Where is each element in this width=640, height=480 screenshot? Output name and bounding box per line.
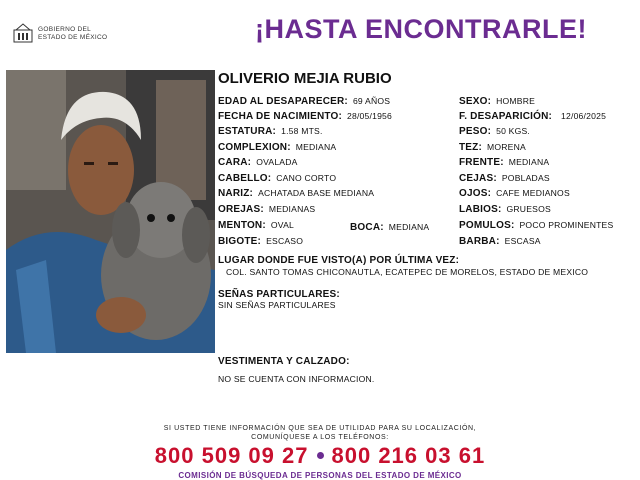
field-label: MENTON: xyxy=(218,220,266,231)
vestimenta-value: NO SE CUENTA CON INFORMACION. xyxy=(218,374,375,384)
field-value: MEDIANA xyxy=(388,222,430,232)
missing-person-photo xyxy=(6,70,215,353)
field-value: MEDIANAS xyxy=(268,204,316,214)
field-value: 28/05/1956 xyxy=(347,111,393,121)
field-value: POBLADAS xyxy=(501,173,550,183)
field-barba xyxy=(459,236,541,247)
field-value: 12/06/2025 xyxy=(561,111,607,121)
field-value: OVAL xyxy=(270,220,294,230)
field-cara xyxy=(218,157,298,168)
field-label: NARIZ: xyxy=(218,188,254,199)
field-edad xyxy=(218,96,390,107)
field-label: BOCA: xyxy=(350,222,384,233)
field-labios xyxy=(459,204,551,215)
phone-numbers xyxy=(0,443,640,469)
field-frente xyxy=(459,157,549,168)
field-label: PESO: xyxy=(459,126,492,137)
field-label: CABELLO: xyxy=(218,173,272,184)
senas-value: SIN SEÑAS PARTICULARES xyxy=(218,300,336,310)
field-value: GRUESOS xyxy=(506,204,551,214)
field-complexion xyxy=(218,142,336,153)
field-value: ESCASO xyxy=(266,236,304,246)
field-label: BARBA: xyxy=(459,236,500,247)
field-value: ESCASA xyxy=(504,236,541,246)
field-value: CAFE MEDIANOS xyxy=(496,188,570,198)
separator-dot-icon xyxy=(317,452,324,459)
field-value: 50 KGS. xyxy=(496,126,531,136)
field-fecha-desaparicion xyxy=(459,111,606,122)
contact-note-line2: COMUNÍQUESE A LOS TELÉFONOS: xyxy=(251,434,389,441)
field-label: SEXO: xyxy=(459,96,492,107)
field-value: 69 AÑOS xyxy=(352,96,391,106)
field-value: MEDIANA xyxy=(295,142,337,152)
field-value: MORENA xyxy=(487,142,526,152)
government-logo xyxy=(12,22,122,44)
field-pomulos xyxy=(459,220,613,231)
field-label: COMPLEXION: xyxy=(218,142,291,153)
lugar-value: COL. SANTO TOMAS CHICONAUTLA, ECATEPEC DE MORELOS, ESTADO DE MEXICO xyxy=(226,267,589,277)
field-label: BIGOTE: xyxy=(218,236,262,247)
phone-number-2[interactable]: 800 216 03 61 xyxy=(331,443,486,468)
field-label: OREJAS: xyxy=(218,204,264,215)
field-menton xyxy=(218,220,294,231)
field-label: CEJAS: xyxy=(459,173,497,184)
field-label: OJOS: xyxy=(459,188,492,199)
lugar-label: LUGAR DONDE FUE VISTO(A) POR ÚLTIMA VEZ: xyxy=(218,255,460,266)
field-value: HOMBRE xyxy=(496,96,536,106)
poster-headline: ¡HASTA ENCONTRARLE! xyxy=(255,14,587,44)
field-cejas xyxy=(459,173,550,184)
field-sexo xyxy=(459,96,535,107)
field-value: OVALADA xyxy=(256,157,298,167)
field-value: MEDIANA xyxy=(508,157,550,167)
state-emblem-icon xyxy=(12,22,34,44)
contact-note-line1: SI USTED TIENE INFORMACIÓN QUE SEA DE UTILIDAD PARA SU LOCALIZACIÓN, xyxy=(163,425,477,432)
senas-label: SEÑAS PARTICULARES: xyxy=(218,289,340,300)
field-value: CANO CORTO xyxy=(276,173,337,183)
field-label: CARA: xyxy=(218,157,252,168)
field-label: LABIOS: xyxy=(459,204,502,215)
field-nariz xyxy=(218,188,374,199)
field-label: FRENTE: xyxy=(459,157,504,168)
field-fecha-nacimiento xyxy=(218,111,392,122)
field-value: POCO PROMINENTES xyxy=(519,220,614,230)
vestimenta-label: VESTIMENTA Y CALZADO: xyxy=(218,356,350,367)
field-bigote xyxy=(218,236,303,247)
field-peso xyxy=(459,126,530,137)
commission-name: COMISIÓN DE BÚSQUEDA DE PERSONAS DEL ESTADO DE MÉXICO xyxy=(178,471,462,480)
field-orejas xyxy=(218,204,315,215)
phone-number-1[interactable]: 800 509 09 27 xyxy=(154,443,309,468)
field-label: FECHA DE NACIMIENTO: xyxy=(218,111,342,122)
field-cabello xyxy=(218,173,336,184)
logo-text-line2: ESTADO DE MÉXICO xyxy=(38,34,108,41)
field-tez xyxy=(459,142,526,153)
field-label: TEZ: xyxy=(459,142,483,153)
field-estatura xyxy=(218,126,323,137)
field-ojos xyxy=(459,188,570,199)
field-value: 1.58 MTS. xyxy=(281,126,323,136)
field-value: ACHATADA BASE MEDIANA xyxy=(258,188,375,198)
field-label: POMULOS: xyxy=(459,220,515,231)
field-boca xyxy=(350,222,429,233)
person-name: OLIVERIO MEJIA RUBIO xyxy=(218,70,392,87)
field-label: EDAD AL DESAPARECER: xyxy=(218,96,348,107)
field-label: ESTATURA: xyxy=(218,126,277,137)
logo-text-line1: GOBIERNO DEL xyxy=(38,26,92,33)
field-label: F. DESAPARICIÓN: xyxy=(459,111,553,122)
